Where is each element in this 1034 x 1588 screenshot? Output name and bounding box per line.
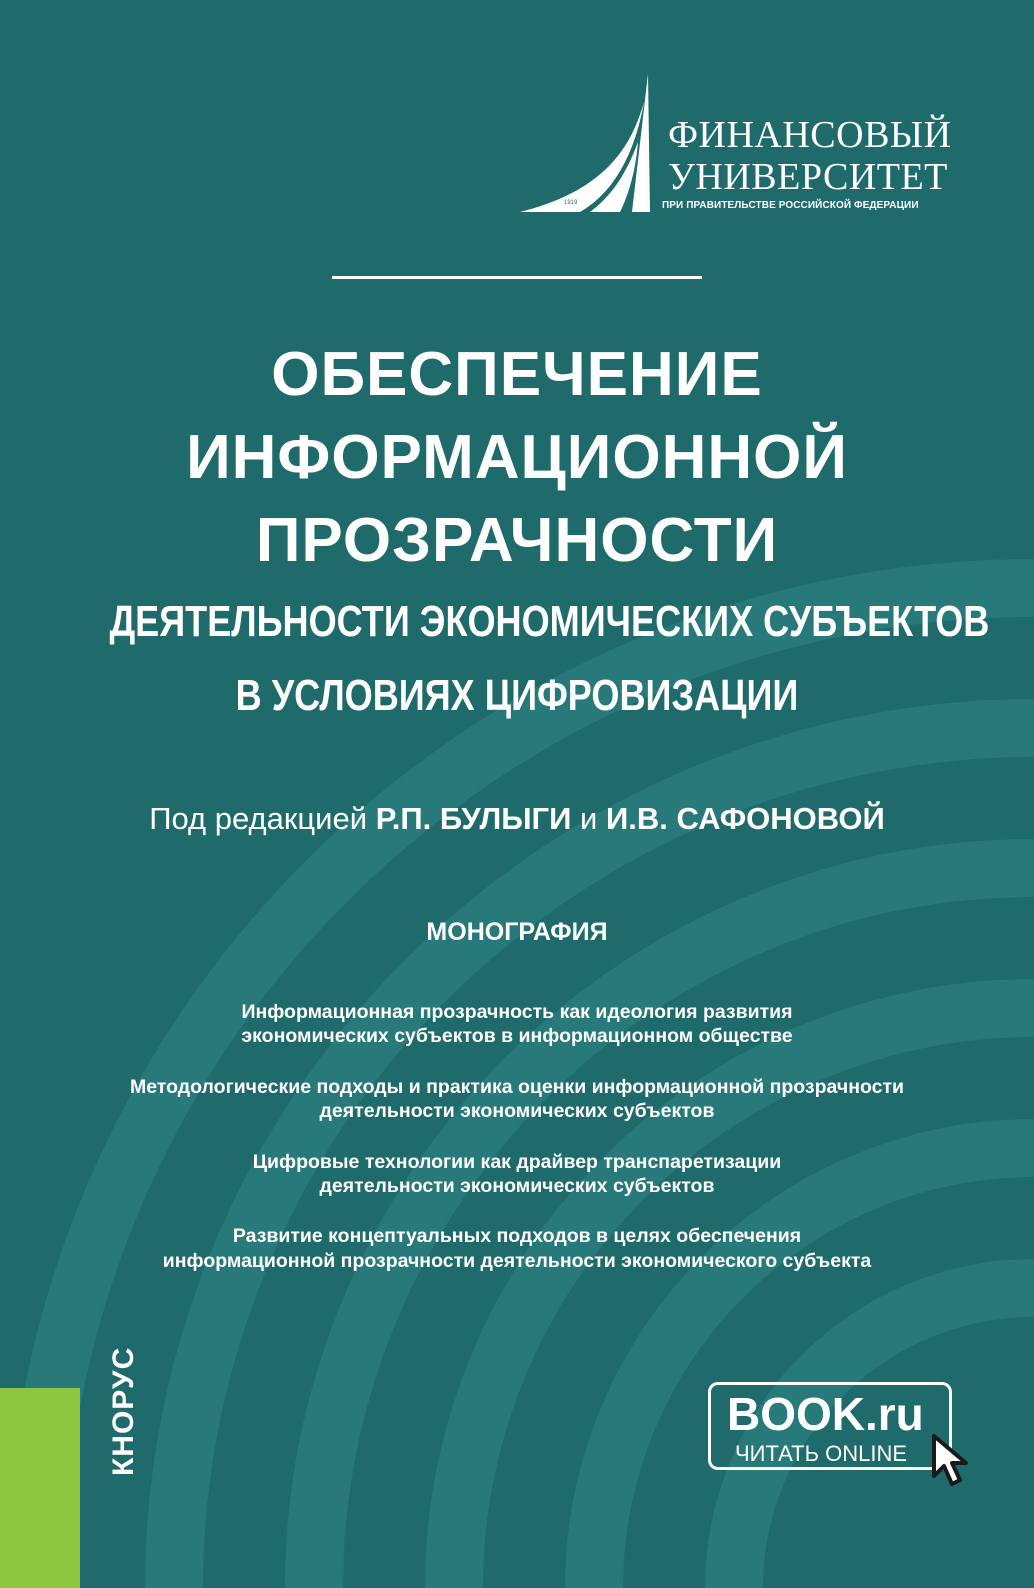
topic-item (0, 1075, 1034, 1124)
title-line-1: ОБЕСПЕЧЕНИЕ (271, 340, 763, 409)
logo-subtitle: ПРИ ПРАВИТЕЛЬСТВЕ РОССИЙСКОЙ ФЕДЕРАЦИИ (662, 200, 919, 211)
university-logo (520, 72, 970, 222)
logo-swoosh-icon (520, 72, 660, 217)
logo-line1: ФИНАНСОВЫЙ (668, 114, 952, 156)
editors (0, 800, 1034, 837)
cursor-arrow-icon (930, 1432, 976, 1488)
editor-1: Р.П. БУЛЫГИ (375, 801, 572, 836)
topic-item (0, 1150, 1034, 1199)
topic-line: экономических субъектов в информационном обществе (241, 1025, 793, 1048)
title-line-3: ПРОЗРАЧНОСТИ (255, 506, 779, 575)
topic-line: Развитие концептуальных подходов в целях обеспечения (232, 1225, 802, 1248)
topic-line: деятельности экономических субъектов (319, 1100, 715, 1123)
editors-prefix: Под редакцией (149, 801, 368, 836)
publisher-color-bar (0, 1388, 80, 1588)
bookru-badge[interactable] (708, 1382, 952, 1470)
topic-line: Методологические подходы и практика оценки информационной прозрачности (129, 1075, 905, 1098)
topic-line: деятельности экономических субъектов (319, 1174, 715, 1197)
bookru-name: BOOK.ru (727, 1388, 924, 1440)
subtitle-line-2: В УСЛОВИЯХ ЦИФРОВИЗАЦИИ (235, 671, 799, 720)
logo-year: 1919 (564, 200, 578, 206)
divider (332, 276, 702, 279)
topic-line: Цифровые технологии как драйвер транспаретизации (252, 1150, 782, 1173)
publisher-name: КНОРУС (107, 1346, 140, 1476)
topic-line: Информационная прозрачность как идеология развития (241, 1001, 793, 1023)
topic-item (0, 1000, 1034, 1049)
logo-line2: УНИВЕРСИТЕТ (668, 156, 948, 198)
topic-item (0, 1224, 1034, 1273)
topics-list (0, 1000, 1034, 1299)
bookru-action: ЧИТАТЬ ONLINE (735, 1441, 908, 1466)
title-line-2: ИНФОРМАЦИОННОЙ (186, 423, 848, 492)
topic-line: информационной прозрачности деятельности экономического субъекта (162, 1249, 872, 1272)
genre-label: МОНОГРАФИЯ (426, 918, 608, 946)
editors-conj: и (580, 801, 598, 836)
editor-2: И.В. САФОНОВОЙ (605, 801, 885, 836)
subtitle-line-1: ДЕЯТЕЛЬНОСТИ ЭКОНОМИЧЕСКИХ СУБЪЕКТОВ (109, 597, 990, 646)
